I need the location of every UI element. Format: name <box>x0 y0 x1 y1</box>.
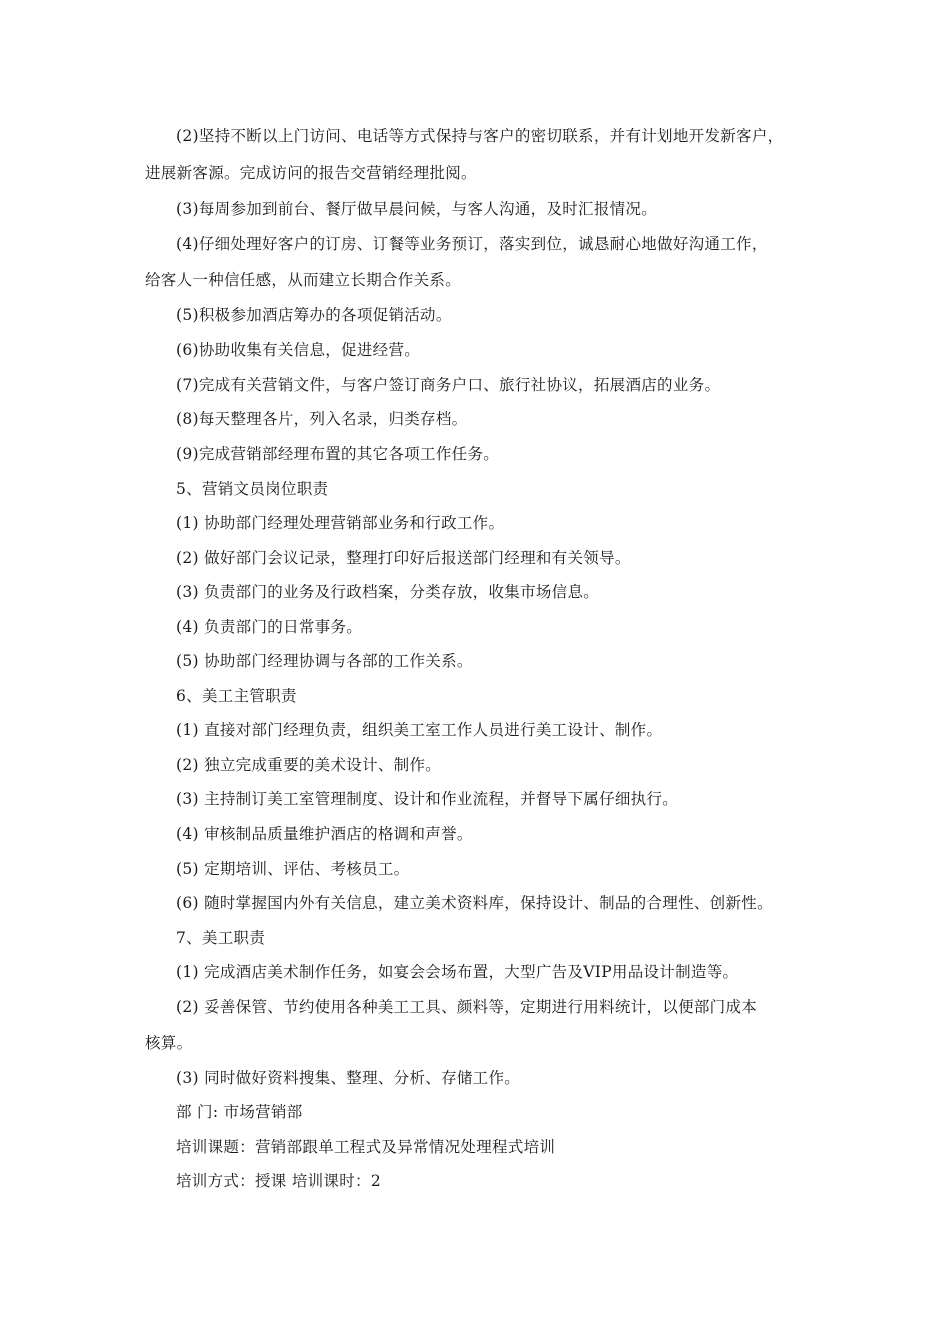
paragraph-line: (2)坚持不断以上门访问、电话等方式保持与客户的密切联系，并有计划地开发新客户， <box>176 127 784 145</box>
training-method-line: 培训方式：授课 培训课时：2 <box>176 1172 381 1190</box>
paragraph-line: (1) 完成酒店美术制作任务，如宴会会场布置，大型广告及VIP用品设计制造等。 <box>176 963 739 981</box>
paragraph-line: (7)完成有关营销文件，与客户签订商务户口、旅行社协议，拓展酒店的业务。 <box>176 376 721 394</box>
section-heading: 7、美工职责 <box>176 929 266 947</box>
paragraph-line: (6)协助收集有关信息，促进经营。 <box>176 341 421 359</box>
paragraph-line: 给客人一种信任感，从而建立长期合作关系。 <box>145 271 462 289</box>
paragraph-line: (4) 审核制品质量维护酒店的格调和声誉。 <box>176 825 473 843</box>
paragraph-line: (3)每周参加到前台、餐厅做早晨问候，与客人沟通，及时汇报情况。 <box>176 200 658 218</box>
paragraph-line: (4)仔细处理好客户的订房、订餐等业务预订，落实到位，诚恳耐心地做好沟通工作， <box>176 235 768 253</box>
paragraph-line: (3) 负责部门的业务及行政档案，分类存放，收集市场信息。 <box>176 583 600 601</box>
paragraph-line: 进展新客源。完成访问的报告交营销经理批阅。 <box>145 164 477 182</box>
paragraph-line: (5)积极参加酒店筹办的各项促销活动。 <box>176 306 452 324</box>
paragraph-line: 核算。 <box>145 1034 193 1052</box>
section-heading: 5、营销文员岗位职责 <box>176 480 329 498</box>
paragraph-line: (8)每天整理各片，列入名录，归类存档。 <box>176 410 468 428</box>
section-heading: 6、美工主管职责 <box>176 687 297 705</box>
paragraph-line: (1) 协助部门经理处理营销部业务和行政工作。 <box>176 514 505 532</box>
paragraph-line: (6) 随时掌握国内外有关信息，建立美术资料库，保持设计、制品的合理性、创新性。 <box>176 894 773 912</box>
paragraph-line: (4) 负责部门的日常事务。 <box>176 618 363 636</box>
paragraph-line: (9)完成营销部经理布置的其它各项工作任务。 <box>176 445 500 463</box>
paragraph-line: (5) 定期培训、评估、考核员工。 <box>176 860 410 878</box>
paragraph-line: (2) 做好部门会议记录，整理打印好后报送部门经理和有关领导。 <box>176 549 631 567</box>
department-line: 部 门: 市场营销部 <box>176 1103 303 1121</box>
paragraph-line: (3) 主持制订美工室管理制度、设计和作业流程，并督导下属仔细执行。 <box>176 790 679 808</box>
paragraph-line: (1) 直接对部门经理负责，组织美工室工作人员进行美工设计、制作。 <box>176 721 663 739</box>
paragraph-line: (3) 同时做好资料搜集、整理、分析、存储工作。 <box>176 1069 521 1087</box>
paragraph-line: (5) 协助部门经理协调与各部的工作关系。 <box>176 652 473 670</box>
training-topic-line: 培训课题：营销部跟单工程式及异常情况处理程式培训 <box>176 1138 556 1156</box>
paragraph-line: (2) 妥善保管、节约使用各种美工工具、颜料等，定期进行用料统计，以便部门成本 <box>176 998 758 1016</box>
paragraph-line: (2) 独立完成重要的美术设计、制作。 <box>176 756 442 774</box>
